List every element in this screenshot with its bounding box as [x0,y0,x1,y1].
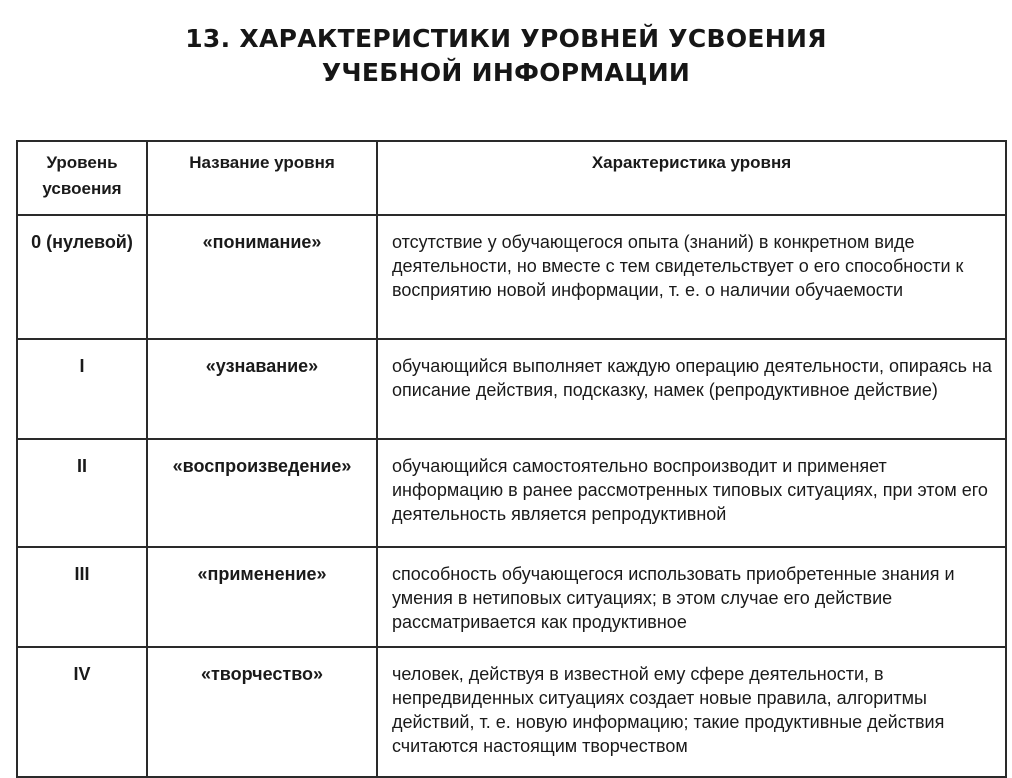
row-level: II [17,439,147,547]
row-description: обучающийся выполняет каждую операцию деятельности, опираясь на описание действия, подсказку, намек (репродуктивное действие) [377,339,1006,439]
row-name: «воспроизведение» [147,439,377,547]
row-name: «применение» [147,547,377,647]
row-level: 0 (нулевой) [17,215,147,339]
page-title-line-1: 13. ХАРАКТЕРИСТИКИ УРОВНЕЙ УСВОЕНИЯ [185,24,827,53]
row-description: обучающийся самостоятельно воспроизводит и применяет информацию в ранее рассмотренных типовых ситуациях, при этом его деятельность является репродуктивной [377,439,1006,547]
row-level: III [17,547,147,647]
page-title [0,22,1012,90]
row-name: «творчество» [147,647,377,777]
page-title-line-2: УЧЕБНОЙ ИНФОРМАЦИИ [321,58,691,87]
levels-table [16,140,1007,778]
header-name: Название уровня [147,141,377,215]
row-description: отсутствие у обучающегося опыта (знаний) в конкретном виде деятельности, но вместе с тем свидетельствует о его способности к восприятию новой информации, т. е. о наличии обучаемости [377,215,1006,339]
table-row [17,547,1006,647]
header-level: Уровень усвоения [17,141,147,215]
table-header-row [17,141,1006,215]
table-row [17,647,1006,777]
row-description: человек, действуя в известной ему сфере деятельности, в непредвиденных ситуациях создает новые правила, алгоритмы действий, т. е. новую информацию; такие продуктивные действия считаются настоящим творчеством [377,647,1006,777]
table-row [17,339,1006,439]
table-row [17,439,1006,547]
row-name: «понимание» [147,215,377,339]
header-description: Характеристика уровня [377,141,1006,215]
row-description: способность обучающегося использовать приобретенные знания и умения в нетиповых ситуациях; в этом случае его действие рассматривается как продуктивное [377,547,1006,647]
table-row [17,215,1006,339]
row-level: IV [17,647,147,777]
row-level: I [17,339,147,439]
row-name: «узнавание» [147,339,377,439]
